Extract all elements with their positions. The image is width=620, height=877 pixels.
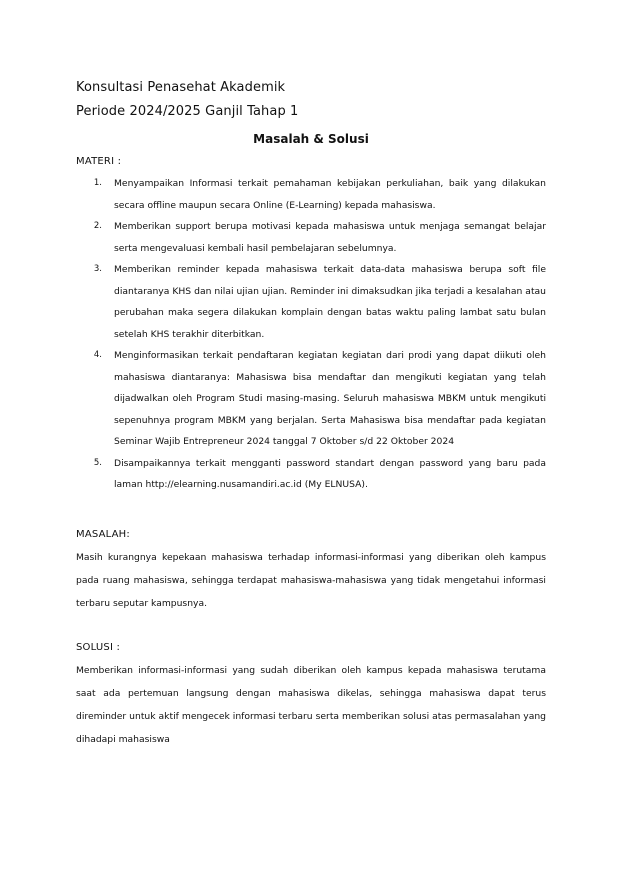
list-item — [76, 345, 546, 453]
list-item-text: Memberikan support berupa motivasi kepada mahasiswa untuk menjaga semangat belajar serta mengevaluasi kembali hasil pembelajaran sebelumnya. — [114, 221, 546, 254]
list-item-number: 5. — [93, 457, 102, 468]
list-item — [76, 173, 546, 216]
solusi-label: SOLUSI : — [76, 641, 121, 653]
list-item-text: Disampaikannya terkait mengganti password standart dengan password yang baru pada laman http://elearning.nusamandiri.ac.id (My ELNUSA). — [114, 457, 546, 490]
list-item-text: Menginformasikan terkait pendaftaran kegiatan kegiatan dari prodi yang dapat diikuti oleh mahasiswa diantaranya: Mahasiswa bisa mendaftar dan mengikuti kegiatan yang telah dijadwalkan oleh Program Studi masing-masing. Seluruh mahasiswa MBKM untuk mengikuti sepenuhnya program MBKM yang berjalan. Serta Mahasiswa bisa mendaftar pada kegiatan Seminar Wajib Entrepreneur 2024 tanggal 7 Oktober s/d 22 Oktober 2024 — [114, 350, 546, 447]
list-item-number: 1. — [93, 178, 102, 188]
list-item — [76, 453, 546, 496]
list-item-number: 2. — [93, 221, 102, 231]
header-period: Periode 2024/2025 Ganjil Tahap 1 — [76, 104, 299, 119]
list-item — [76, 216, 546, 259]
solusi-text: Memberikan informasi-informasi yang sudah diberikan oleh kampus kepada mahasiswa terutama saat ada pertemuan langsung dengan mahasiswa dikelas, sehingga mahasiswa dapat terus direminder untuk aktif mengecek informasi terbaru serta memberikan solusi atas permasalahan yang dihadapi mahasiswa — [76, 664, 546, 745]
materi-label: MATERI : — [76, 156, 122, 167]
list-item-text: Memberikan reminder kepada mahasiswa terkait data-data mahasiswa berupa soft file diantaranya KHS dan nilai ujian ujian. Reminder ini dimaksudkan jika terjadi a kesalahan atau perubahan maka segera dilakukan komplain dengan batas waktu paling lambat satu bulan setelah KHS terakhir diterbitkan. — [114, 264, 546, 340]
materi-list — [76, 173, 546, 496]
list-item-text: Menyampaikan Informasi terkait pemahaman kebijakan perkuliahan, baik yang dilakukan secara offline maupun secara Online (E-Learning) kepada mahasiswa. — [114, 178, 546, 211]
list-item — [76, 259, 546, 345]
list-item-number: 3. — [93, 264, 102, 274]
masalah-label: MASALAH: — [76, 528, 130, 540]
header-title: Konsultasi Penasehat Akademik — [76, 80, 286, 95]
page-title: Masalah & Solusi — [253, 132, 369, 146]
list-item-number: 4. — [93, 350, 102, 360]
masalah-text: Masih kurangnya kepekaan mahasiswa terhadap informasi-informasi yang diberikan oleh kampus pada ruang mahasiswa, sehingga terdapat mahasiswa-mahasiswa yang tidak mengetahui informasi terbaru seputar kampusnya. — [76, 551, 546, 609]
